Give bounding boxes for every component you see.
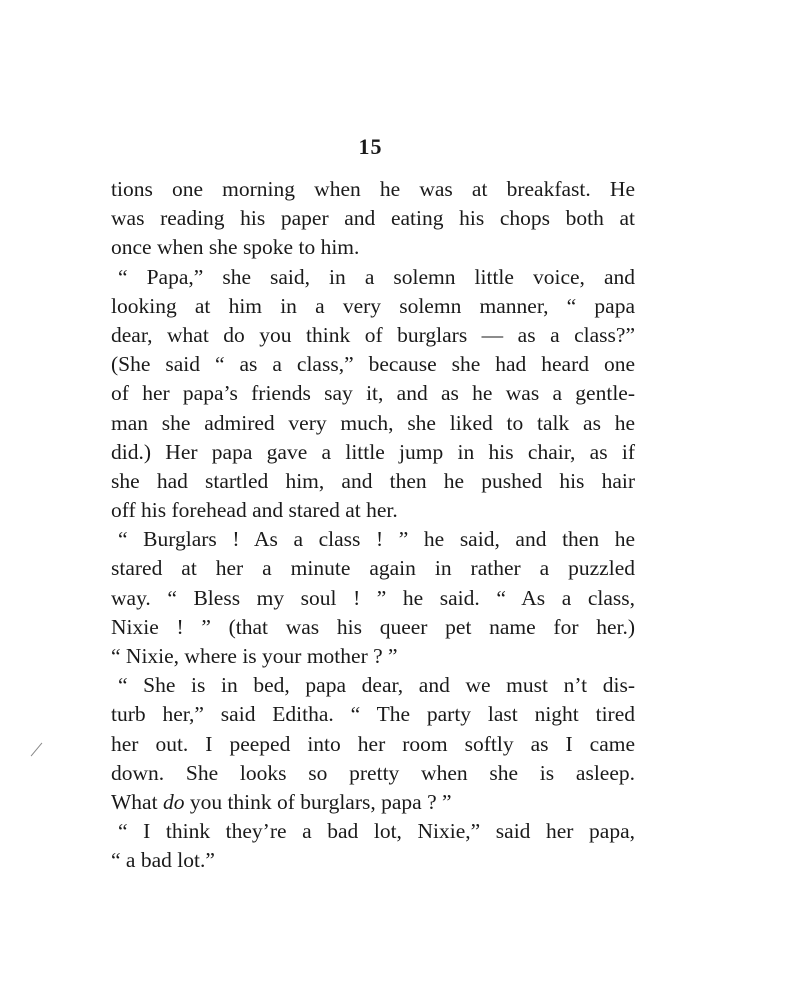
page-number: 15	[358, 134, 383, 159]
text-line: “ Burglars ! As a class ! ” he said, and then he	[118, 527, 635, 552]
text-line: (She said “ as a class,” because she had heard one	[111, 352, 635, 377]
text-line: was reading his paper and eating his chops both at	[111, 206, 635, 231]
text-line: her out. I peeped into her room softly as I came	[111, 731, 635, 756]
text-line: dear, what do you think of burglars — as a class?”	[111, 322, 635, 347]
text-line: turb her,” said Editha. “ The party last night tired	[111, 702, 635, 727]
text-line: of her papa’s friends say it, and as he was a gentle-	[111, 381, 635, 406]
text-line: looking at him in a very solemn manner, “ papa	[111, 293, 635, 318]
text-line: down. She looks so pretty when she is asleep.	[111, 760, 635, 785]
text-line: “ a bad lot.”	[111, 848, 215, 873]
body-text	[111, 175, 635, 876]
text-line: off his forehead and stared at her.	[111, 498, 398, 523]
text-line: once when she spoke to him.	[111, 235, 360, 260]
text-line: What do you think of burglars, papa ? ”	[111, 789, 452, 814]
text-line: way. “ Bless my soul ! ” he said. “ As a class,	[111, 585, 635, 610]
text-line: “ Nixie, where is your mother ? ”	[111, 644, 398, 668]
text-line: man she admired very much, she liked to talk as he	[111, 410, 635, 435]
text-line: stared at her a minute again in rather a puzzled	[111, 556, 635, 581]
text-line: tions one morning when he was at breakfast. He	[111, 177, 635, 201]
text-line: “ I think they’re a bad lot, Nixie,” said her papa,	[118, 819, 635, 844]
text-line: Nixie ! ” (that was his queer pet name for her.)	[111, 614, 635, 639]
text-line: “ Papa,” she said, in a solemn little voice, and	[118, 264, 635, 289]
stray-pencil-mark	[31, 743, 43, 757]
text-line: did.) Her papa gave a little jump in his chair, as if	[111, 439, 635, 464]
text-line: “ She is in bed, papa dear, and we must n’t dis-	[118, 673, 635, 698]
text-line: she had startled him, and then he pushed his hair	[111, 468, 635, 493]
